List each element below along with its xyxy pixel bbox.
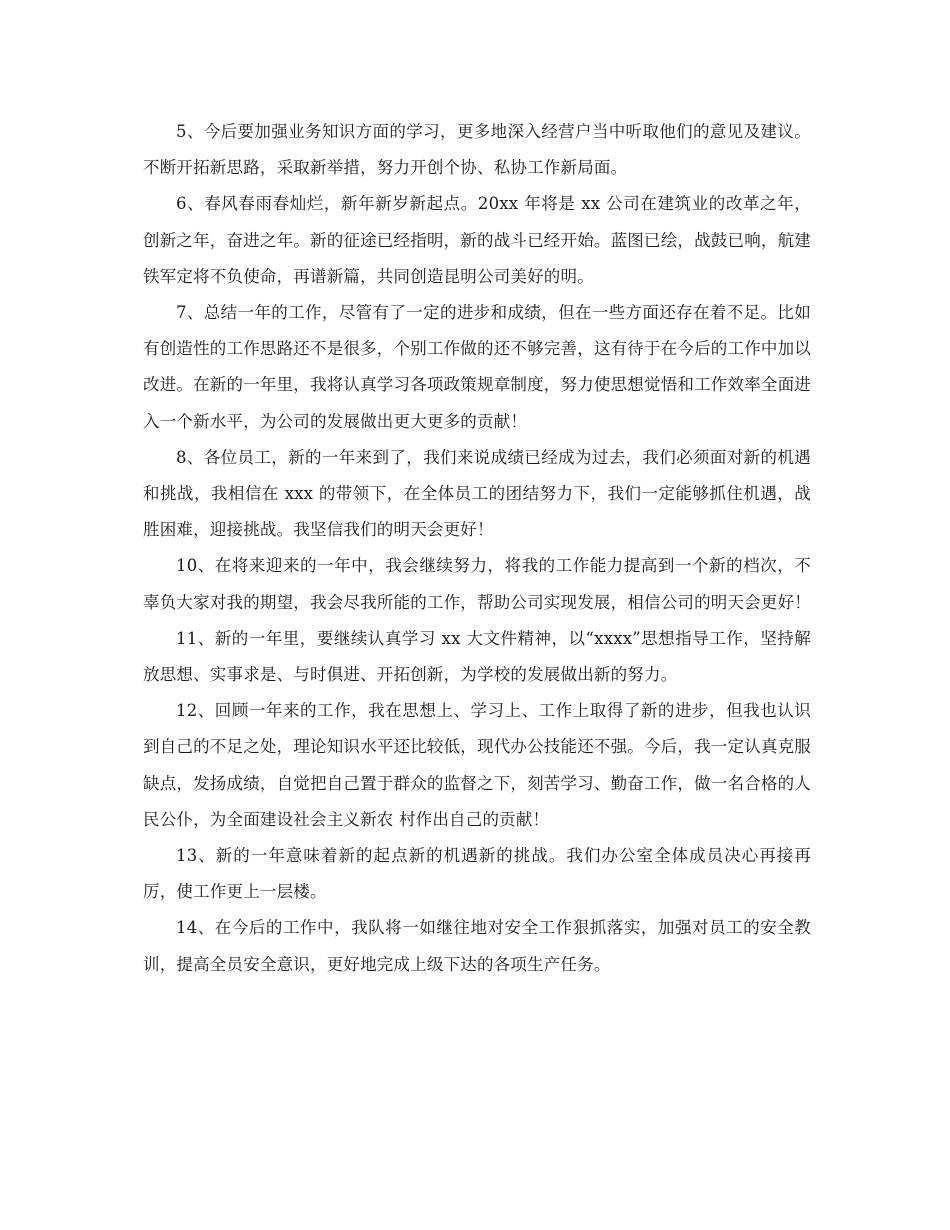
paragraph-7: 7、总结一年的工作，尽管有了一定的进步和成绩，但在一些方面还存在着不足。比如有创造性的工作思路还不是很多，个别工作做的还不够完善，这有待于在今后的工作中加以改进。在新的一年里，我将认真学习各项政策规章制度，努力使思想觉悟和工作效率全面进入一个新水平，为公司的发展做出更大更多的贡献！ xyxy=(143,303,811,431)
paragraph-12: 12、回顾一年来的工作，我在思想上、学习上、工作上取得了新的进步，但我也认识到自己的不足之处，理论知识水平还比较低，现代办公技能还不强。今后，我一定认真克服缺点，发扬成绩，自觉把自己置于群众的监督之下，刻苦学习、勤奋工作，做一名合格的人民公仆，为全面建设社会主义新农 村作出自己的贡献！ xyxy=(143,701,811,829)
paragraph-5: 5、今后要加强业务知识方面的学习，更多地深入经营户当中听取他们的意见及建议。不断开拓新思路，采取新举措，努力开创个协、私协工作新局面。 xyxy=(143,122,811,178)
paragraph-14: 14、在今后的工作中，我队将一如继往地对安全工作狠抓落实，加强对员工的安全教训，提高全员安全意识，更好地完成上级下达的各项生产任务。 xyxy=(143,918,811,974)
paragraph-10: 10、在将来迎来的一年中，我会继续努力，将我的工作能力提高到一个新的档次，不辜负大家对我的期望，我会尽我所能的工作，帮助公司实现发展，相信公司的明天会更好！ xyxy=(143,556,811,612)
document-body xyxy=(143,114,811,983)
paragraph-6: 6、春风春雨春灿烂，新年新岁新起点。20xx 年将是 xx 公司在建筑业的改革之年，创新之年，奋进之年。新的征途已经指明，新的战斗已经开始。蓝图已绘，战鼓已响，航建铁军定将不负使命，再谱新篇，共同创造昆明公司美好的明。 xyxy=(143,194,811,286)
paragraph-8: 8、各位员工，新的一年来到了，我们来说成绩已经成为过去，我们必须面对新的机遇和挑战，我相信在 xxx 的带领下，在全体员工的团结努力下，我们一定能够抓住机遇，战胜困难，迎接挑战。我坚信我们的明天会更好！ xyxy=(143,447,811,540)
paragraph-13: 13、新的一年意味着新的起点新的机遇新的挑战。我们办公室全体成员决心再接再厉，使工作更上一层楼。 xyxy=(143,846,811,902)
paragraph-11: 11、新的一年里，要继续认真学习 xx 大文件精神，以“xxxx”思想指导工作，坚持解放思想、实事求是、与时俱进、开拓创新，为学校的发展做出新的努力。 xyxy=(143,628,811,685)
